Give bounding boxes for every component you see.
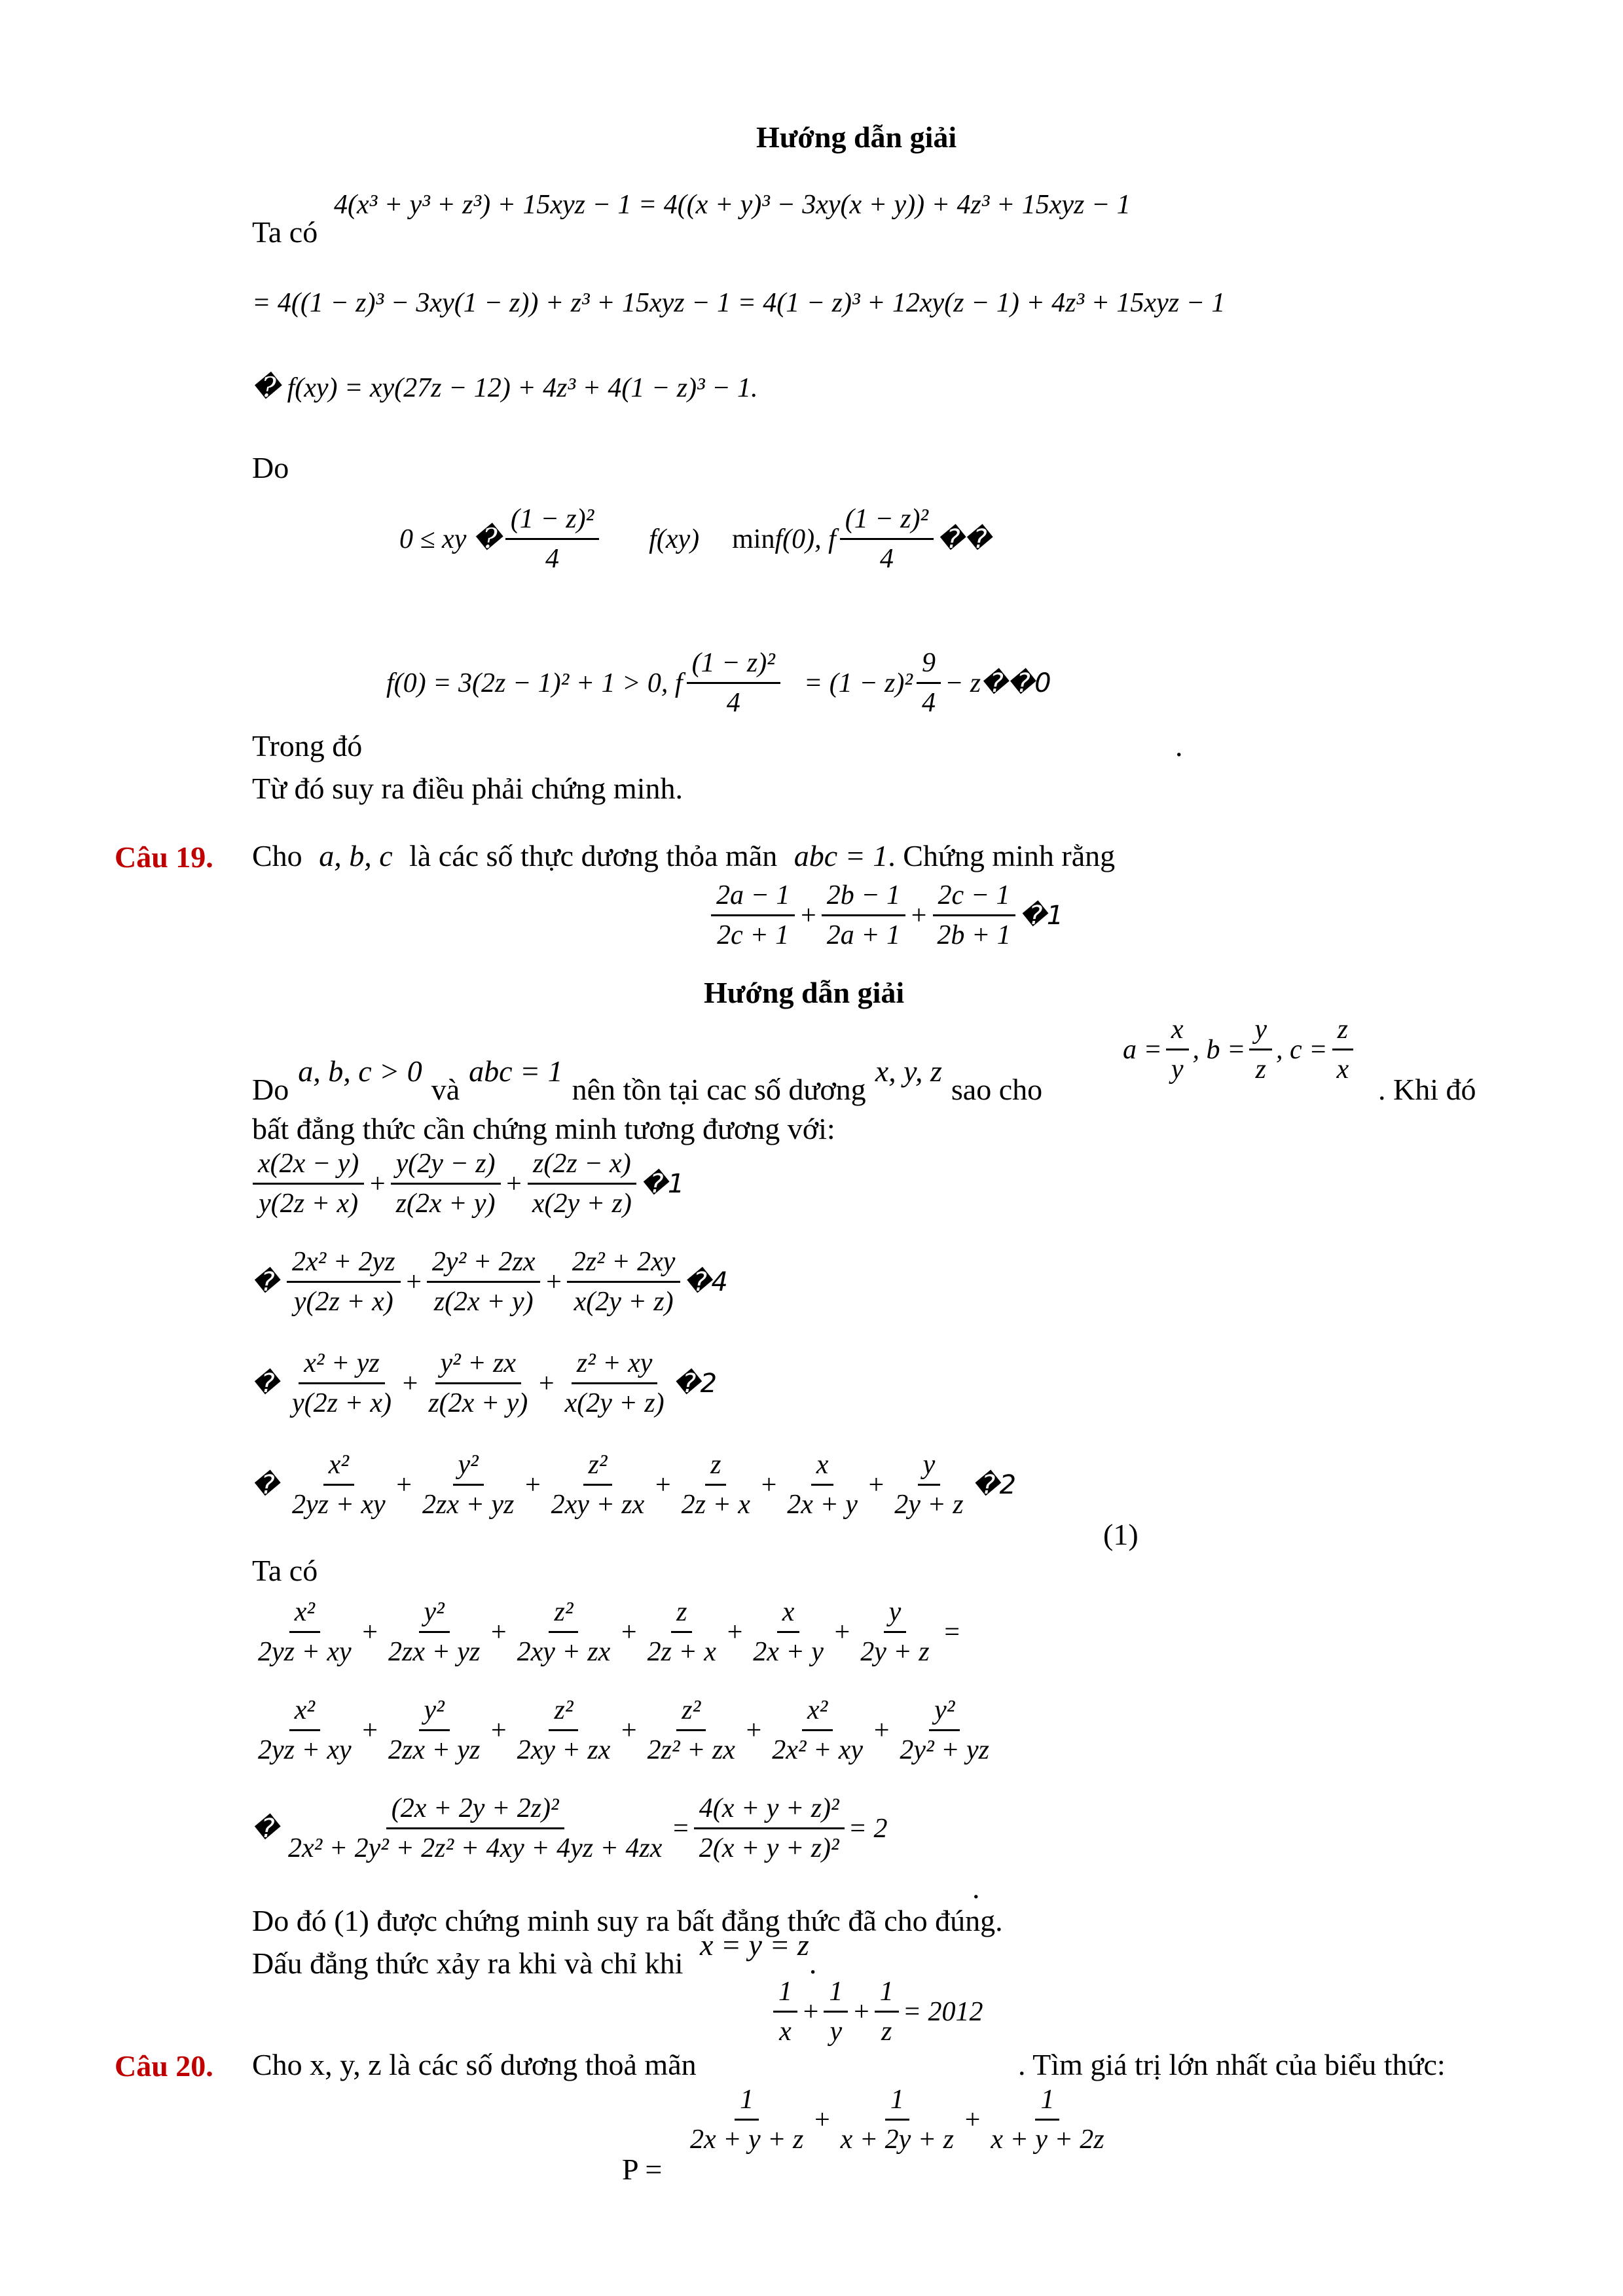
q19-sub-a-den: y	[1171, 1054, 1184, 1085]
f0-garbled: ��0	[981, 668, 1051, 698]
q20-p-frac-1	[685, 2085, 809, 2155]
s3-frac-2-num: y² + zx	[435, 1348, 522, 1384]
q20-expression: $\frac{1}{2x + y + z}$ + $\frac{1}{x + 2y + z}$ + $\frac{1}{x + y + 2z}$	[681, 2085, 1114, 2155]
q19-frac-3-num: 2c − 1	[933, 880, 1015, 916]
q19-frac-1-num: 2a − 1	[711, 880, 795, 916]
solution-heading: Hướng dẫn giải	[756, 120, 957, 154]
q19-step-2: � $\frac{\text{2x² + 2yz}}{y(2z + x)}$ + $\frac{\text{2y² + 2zx}}{z(2x + y)}$ + $\frac{\text{2z² + 2xy}}{x(2y + z)}$ �4	[252, 1247, 728, 1318]
condition-left: 0 ≤ xy �	[399, 524, 501, 554]
q19-sub-c-frac	[1331, 1014, 1354, 1085]
s3-frac-1	[287, 1348, 397, 1418]
q19-frac-3	[932, 880, 1015, 950]
f0-eq: f(0) = 3(2z − 1)² + 1 > 0, f	[386, 668, 683, 698]
q20-p-frac-3	[985, 2085, 1109, 2155]
q19-sao-cho: sao cho	[951, 1073, 1043, 1106]
t2-frac-4	[642, 1695, 740, 1765]
equation-2: = 4((1 − z)³ − 3xy(1 − z)) + z³ + 15xyz − 1 = 4(1 − z)³ + 12xy(z − 1) + 4z³ + 15xyz − 1	[252, 288, 1226, 318]
condition-f: f(xy)	[649, 524, 700, 554]
t2-frac-5-num: x²	[802, 1695, 833, 1731]
f0-fraction	[687, 648, 780, 718]
t1-frac-5	[748, 1597, 829, 1667]
q19-ineq-tail: �1	[1019, 900, 1064, 931]
s4-frac-1-den: 2yz + xy	[292, 1490, 386, 1520]
t2-frac-1-den: 2yz + xy	[258, 1735, 352, 1766]
q19-text-c: . Chứng minh rằng	[888, 839, 1116, 872]
q19-proof-line-2: $\frac{\text{x²}}{2yz + xy}$ + $\frac{\text{y²}}{2zx + yz}$ + $\frac{\text{z²}}{2xy + zx}$ + $\frac{\text{z²}}{\text{2z² + zx}}$ + $\frac{\text{x²}}{\text{2x² + xy}}$ + $\frac{\text{y²}}{\text{2y² + yz}}$	[249, 1695, 998, 1765]
s4-frac-1-num: x²	[323, 1450, 354, 1486]
q19-sub-b: , b =	[1192, 1034, 1246, 1065]
s2-frac-2-den: z(2x + y)	[433, 1287, 534, 1318]
q20-condition: $\frac{1}{x}$ + $\frac{1}{y}$ + $\frac{1}{z}$ = 2012	[769, 1977, 983, 2047]
f0-fraction-2-num: 9	[917, 648, 941, 684]
q19-sub-c: , c =	[1276, 1034, 1328, 1065]
t2-frac-3-den: 2xy + zx	[517, 1735, 611, 1766]
q20-c-frac-2-den: y	[830, 2017, 843, 2047]
q19-step-1: $\frac{x(2x - y)}{y(2z + x)}$ + $\frac{y(2y - z)}{z(2x + y)}$ + $\frac{z(2z - x)}{x(2y + z)}$ �1	[249, 1149, 684, 1219]
q20-c-frac-1	[773, 1977, 797, 2047]
condition-min: min	[732, 524, 775, 554]
q19-proof-line-3: � $\frac{\text{(2x + 2y + 2z)²}}{\text{2x² + 2y² + 2z² + 4xy + 4yz + 4zx}}$ = $\frac{\text{4(x + y + z)²}}{\text{2(x + y + z)²}}$ = 2	[252, 1793, 888, 1864]
t3-frac-1-den: 2x² + 2y² + 2z² + 4xy + 4yz + 4zx	[288, 1833, 663, 1864]
t1-frac-3	[512, 1597, 616, 1667]
s3-tail: �2	[673, 1368, 718, 1399]
t3-frac-2-den: 2(x + y + z)²	[699, 1833, 839, 1864]
t2-frac-2-num: y²	[419, 1695, 450, 1731]
equation-3-text: � f(xy) = xy(27z − 12) + 4z³ + 4(1 − z)³ − 1	[252, 373, 751, 403]
t1-frac-1-den: 2yz + xy	[258, 1637, 352, 1668]
s1-frac-2	[391, 1149, 501, 1219]
t1-frac-3-den: 2xy + zx	[517, 1637, 611, 1668]
t3-frac-1	[283, 1793, 667, 1863]
trong-do-dot: .	[1175, 729, 1183, 762]
s2-frac-1-num: 2x² + 2yz	[287, 1247, 401, 1283]
do-label: Do	[252, 451, 289, 484]
s1-frac-2-num: y(2y − z)	[391, 1149, 501, 1185]
q20-p-frac-2-den: x + 2y + z	[840, 2125, 954, 2155]
question-19-label: Câu 19.	[115, 840, 213, 874]
q19-frac-3-den: 2b + 1	[937, 920, 1011, 951]
q19-step-4: � $\frac{\text{x²}}{2yz + xy}$ + $\frac{\text{y²}}{2zx + yz}$ + $\frac{\text{z²}}{2xy + zx}$ + $\frac{z}{2z + x}$ + $\frac{x}{2x + y}$ + $\frac{y}{2y + z}$ �2	[252, 1450, 1017, 1520]
q19-sub-c-num: z	[1332, 1014, 1353, 1050]
s4-frac-6-num: y	[918, 1450, 941, 1486]
q20-text-a: Cho x, y, z là các số dương thoả mãn	[252, 2048, 697, 2081]
t1-frac-2-den: 2zx + yz	[388, 1637, 481, 1668]
s4-tail: �2	[972, 1469, 1017, 1500]
s2-frac-3-num: 2z² + 2xy	[567, 1247, 681, 1283]
q20-c-frac-3	[875, 1977, 899, 2047]
q20-c-frac-2-num: 1	[824, 1977, 848, 2013]
s4-frac-5-num: x	[811, 1450, 834, 1486]
q19-sub-b-frac	[1249, 1014, 1272, 1085]
t1-frac-2-num: y²	[419, 1597, 450, 1633]
q19-frac-2	[822, 880, 905, 950]
q19-do: Do	[252, 1073, 289, 1106]
ta-co-label: Ta có	[252, 215, 318, 249]
t1-frac-6-num: y	[884, 1597, 907, 1633]
equation-1: 4(x³ + y³ + z³) + 15xyz − 1 = 4((x + y)³ − 3xy(x + y)) + 4z³ + 15xyz − 1	[334, 190, 1131, 220]
q19-concl2-text: Dấu đẳng thức xảy ra khi và chỉ khi	[252, 1946, 684, 1980]
q19-text-b: là các số thực dương thỏa mãn	[409, 839, 778, 872]
q20-c-frac-3-den: z	[881, 2017, 892, 2047]
q20-p-frac-3-num: 1	[1035, 2085, 1059, 2121]
f0-fraction-2-den: 4	[921, 688, 936, 719]
s2-frac-1	[287, 1247, 401, 1317]
t2-frac-1	[253, 1695, 357, 1765]
q20-p-frac-1-den: 2x + y + z	[690, 2125, 804, 2155]
conclusion-text: Từ đó suy ra điều phải chứng minh.	[252, 772, 683, 805]
q19-vars: a, b, c	[319, 839, 393, 872]
condition-fraction	[505, 504, 599, 574]
q19-conclusion-1: Do đó (1) được chứng minh suy ra bất đẳng thức đã cho đúng.	[252, 1904, 1003, 1937]
s3-frac-3-den: x(2y + z)	[564, 1388, 665, 1419]
q19-frac-2-num: 2b − 1	[822, 880, 905, 916]
s2-frac-2	[427, 1247, 541, 1317]
q19-text-a: Cho	[252, 839, 302, 872]
t2-frac-4-num: z²	[676, 1695, 706, 1731]
s3-frac-3-num: z² + xy	[572, 1348, 658, 1384]
q19-sub-b-num: y	[1249, 1014, 1272, 1050]
q20-c-frac-1-den: x	[779, 2017, 792, 2047]
q20-p-frac-3-den: x + y + 2z	[991, 2125, 1104, 2155]
q19-ta-co: Ta có	[252, 1554, 318, 1587]
s4-frac-4	[676, 1450, 756, 1520]
question-19-statement	[252, 840, 1115, 873]
t2-frac-2-den: 2zx + yz	[388, 1735, 481, 1766]
s4-frac-2-den: 2zx + yz	[422, 1490, 515, 1520]
f0-tail: − z	[944, 668, 981, 698]
s3-frac-1-num: x² + yz	[299, 1348, 385, 1384]
question-20-label: Câu 20.	[115, 2049, 213, 2083]
condition-min-inner: f(0), f	[775, 524, 836, 554]
t2-frac-2	[383, 1695, 485, 1765]
q19-xyz: x, y, z	[875, 1054, 942, 1088]
s1-frac-2-den: z(2x + y)	[395, 1189, 496, 1219]
q20-c-frac-1-num: 1	[773, 1977, 797, 2013]
s4-frac-4-den: 2z + x	[681, 1490, 750, 1520]
t3-res: = 2	[848, 1813, 888, 1844]
q19-sub-a: a =	[1123, 1034, 1162, 1065]
t1-frac-4	[642, 1597, 721, 1667]
condition-fraction-2-num: (1 − z)²	[840, 504, 934, 540]
q20-c-res: = 2012	[902, 1996, 983, 2027]
t3-dot: .	[972, 1871, 980, 1905]
t2-frac-3	[512, 1695, 616, 1765]
t2-frac-3-num: z²	[549, 1695, 578, 1731]
q19-pos: a, b, c > 0	[298, 1054, 422, 1088]
s4-frac-4-num: z	[705, 1450, 726, 1486]
s4-frac-2	[417, 1450, 519, 1520]
condition-fraction-den: 4	[545, 544, 560, 575]
q19-nen: nên tồn tại cac số dương	[572, 1073, 866, 1106]
t1-frac-6	[855, 1597, 934, 1667]
q19-inequality: $\frac{2a - 1}{2c + 1}$ + $\frac{2b - 1}{2a + 1}$ + $\frac{2c - 1}{2b + 1}$ �1	[707, 880, 1063, 950]
condition-fraction-2	[840, 504, 934, 574]
t2-frac-6	[894, 1695, 994, 1765]
s3-frac-2	[423, 1348, 533, 1418]
t2-frac-1-num: x²	[289, 1695, 320, 1731]
q19-do-line	[252, 1054, 1043, 1107]
q19-va: và	[431, 1073, 460, 1106]
q20-text-b: . Tìm giá trị lớn nhất của biểu thức:	[1018, 2048, 1446, 2081]
q19-conclusion-2	[252, 1928, 817, 1981]
q19-sub-a-num: x	[1166, 1014, 1189, 1050]
s4-frac-3-den: 2xy + zx	[551, 1490, 645, 1520]
t1-frac-4-num: z	[671, 1597, 692, 1633]
q20-p-frac-2-num: 1	[885, 2085, 909, 2121]
trong-do-label: Trong đó	[252, 729, 363, 762]
s4-frac-2-num: y²	[453, 1450, 484, 1486]
q19-sub-b-den: z	[1255, 1054, 1266, 1085]
s4-frac-3	[546, 1450, 650, 1520]
condition-line	[399, 504, 991, 574]
q19-frac-1	[711, 880, 795, 950]
q20-c-frac-2	[824, 1977, 848, 2047]
s1-frac-3	[527, 1149, 637, 1219]
t1-frac-3-num: z²	[549, 1597, 578, 1633]
q19-khi-do: . Khi đó	[1378, 1073, 1476, 1106]
q19-eqcase: x = y = z	[700, 1928, 809, 1962]
t2-frac-4-den: 2z² + zx	[647, 1735, 735, 1766]
q19-step-3: � $\frac{\text{x² + yz}}{y(2z + x)}$ + $\frac{\text{y² + zx}}{z(2x + y)}$ + $\frac{\text{z² + xy}}{x(2y + z)}$ �2	[252, 1348, 718, 1419]
t2-frac-6-num: y²	[929, 1695, 960, 1731]
q19-abc: abc = 1	[469, 1054, 563, 1088]
f0-fraction-num: (1 − z)²	[687, 648, 780, 684]
s4-frac-1	[287, 1450, 391, 1520]
q19-substitution	[1123, 1014, 1358, 1085]
f0-fraction-2	[917, 648, 941, 718]
s2-frac-1-den: y(2z + x)	[293, 1287, 393, 1318]
s1-frac-1-num: x(2x − y)	[253, 1149, 364, 1185]
s2-frac-3	[567, 1247, 681, 1317]
s4-frac-5	[782, 1450, 863, 1520]
condition-garbled: ��	[938, 524, 992, 554]
s1-tail: �1	[640, 1168, 685, 1199]
s2-frac-3-den: x(2y + z)	[574, 1287, 674, 1318]
s4-frac-6	[889, 1450, 968, 1520]
q20-p-frac-1-num: 1	[735, 2085, 759, 2121]
t3-frac-1-num: (2x + 2y + 2z)²	[386, 1793, 564, 1829]
s4-frac-6-den: 2y + z	[894, 1490, 964, 1520]
f0-fraction-den: 4	[726, 688, 740, 719]
q19-solution-heading: Hướng dẫn giải	[704, 976, 905, 1009]
s1-frac-1	[253, 1149, 364, 1219]
t1-frac-6-den: 2y + z	[860, 1637, 930, 1668]
s3-frac-1-den: y(2z + x)	[292, 1388, 392, 1419]
s1-frac-1-den: y(2z + x)	[259, 1189, 359, 1219]
equation-3-dot: .	[751, 373, 758, 403]
t2-frac-5-den: 2x² + xy	[772, 1735, 864, 1766]
q19-cond: abc = 1	[793, 839, 888, 872]
s1-frac-3-num: z(2z − x)	[528, 1149, 636, 1185]
s4-frac-5-den: 2x + y	[787, 1490, 858, 1520]
t1-frac-1	[253, 1597, 357, 1667]
q20-c-frac-3-num: 1	[875, 1977, 899, 2013]
t2-frac-6-den: 2y² + yz	[900, 1735, 989, 1766]
s4-frac-3-num: z²	[583, 1450, 613, 1486]
s2-tail: �4	[684, 1266, 728, 1297]
q20-p-label: P =	[622, 2153, 663, 2186]
t2-frac-5	[767, 1695, 868, 1765]
t1-frac-5-num: x	[777, 1597, 800, 1633]
condition-fraction-2-den: 4	[879, 544, 894, 575]
f0-rest: = (1 − z)²	[803, 668, 913, 698]
equation-3	[252, 373, 758, 403]
t1-frac-2	[383, 1597, 485, 1667]
t1-tail: =	[942, 1617, 961, 1647]
q19-frac-1-den: 2c + 1	[717, 920, 790, 951]
condition-fraction-num: (1 − z)²	[505, 504, 599, 540]
q19-line2: bất đẳng thức cần chứng minh tương đương với:	[252, 1112, 835, 1145]
q19-sub-a-frac	[1166, 1014, 1189, 1085]
q19-equation-number: (1)	[1103, 1518, 1139, 1551]
f0-line	[386, 648, 1051, 718]
q19-proof-line-1: $\frac{\text{x²}}{2yz + xy}$ + $\frac{\text{y²}}{2zx + yz}$ + $\frac{\text{z²}}{2xy + zx}$ + $\frac{z}{2z + x}$ + $\frac{x}{2x + y}$ + $\frac{y}{2y + z}$ =	[249, 1597, 961, 1667]
s3-frac-2-den: z(2x + y)	[428, 1388, 528, 1419]
s1-frac-3-den: x(2y + z)	[532, 1189, 632, 1219]
q20-p-frac-2	[835, 2085, 959, 2155]
q19-sub-c-den: x	[1336, 1054, 1349, 1085]
s2-frac-2-num: 2y² + 2zx	[427, 1247, 541, 1283]
t1-frac-5-den: 2x + y	[753, 1637, 824, 1668]
q19-frac-2-den: 2a + 1	[826, 920, 901, 951]
t3-frac-2-num: 4(x + y + z)²	[694, 1793, 845, 1829]
t3-frac-2	[694, 1793, 845, 1863]
q19-eqcase-dot: .	[809, 1946, 817, 1980]
s3-frac-3	[560, 1348, 670, 1418]
t1-frac-1-num: x²	[289, 1597, 320, 1633]
t1-frac-4-den: 2z + x	[647, 1637, 716, 1668]
